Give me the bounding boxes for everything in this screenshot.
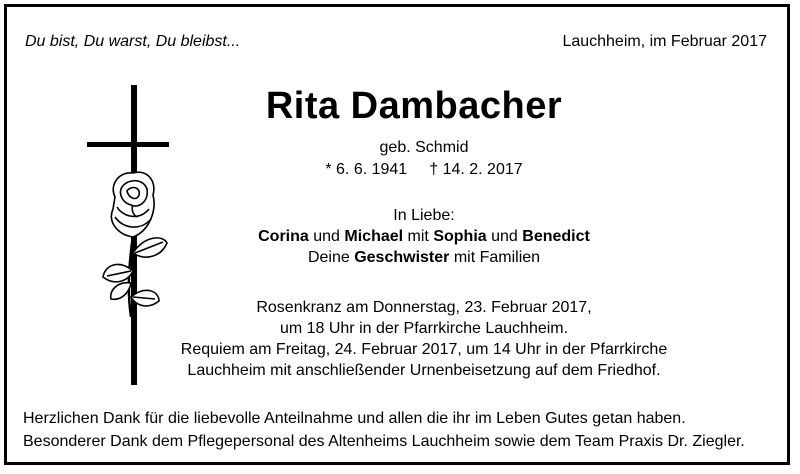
mourners-block — [7, 205, 787, 268]
mourners-line-family — [61, 226, 787, 247]
siblings-name: Geschwister — [354, 249, 450, 266]
mourner-name: Sophia — [433, 228, 487, 245]
connector-word: und — [491, 228, 518, 245]
deceased-name: Rita Dambacher — [265, 85, 563, 127]
place-date: Lauchheim, im Februar 2017 — [562, 33, 767, 50]
motto: Du bist, Du warst, Du bleibst... — [25, 33, 241, 50]
connector-word: und — [313, 228, 340, 245]
thanks-block — [23, 407, 745, 453]
siblings-suffix: mit Familien — [453, 249, 541, 266]
life-dates — [7, 159, 787, 180]
thanks-line: Herzlichen Dank für die liebevolle Anteilnahme und allen die ihr im Leben Gutes getan haben. — [23, 410, 686, 427]
birth-name: geb. Schmid — [379, 139, 469, 156]
service-line: Lauchheim mit anschließender Urnenbeisetzung auf dem Friedhof. — [187, 362, 661, 379]
service-line: Rosenkranz am Donnerstag, 23. Februar 2017, — [256, 299, 592, 316]
mourner-name: Corina — [258, 228, 309, 245]
service-line: Requiem am Freitag, 24. Februar 2017, um 14 Uhr in der Pfarrkirche — [180, 341, 668, 358]
service-line: um 18 Uhr in der Pfarrkirche Lauchheim. — [279, 320, 569, 337]
death-symbol: † — [429, 161, 439, 178]
mourners-intro: In Liebe: — [393, 207, 455, 224]
death-date: 14. 2. 2017 — [442, 161, 523, 178]
birth-date: 6. 6. 1941 — [336, 161, 408, 178]
obituary-frame — [4, 4, 790, 465]
mourner-name: Benedict — [522, 228, 590, 245]
connector-word: mit — [407, 228, 429, 245]
siblings-prefix: Deine — [307, 249, 350, 266]
mourners-line-siblings — [61, 247, 787, 268]
thanks-line: Besonderer Dank dem Pflegepersonal des Altenheims Lauchheim sowie dem Team Praxis Dr. Ziegler. — [23, 433, 745, 450]
birth-symbol: * — [325, 161, 332, 178]
mourner-name: Michael — [344, 228, 404, 245]
service-details — [7, 297, 787, 381]
